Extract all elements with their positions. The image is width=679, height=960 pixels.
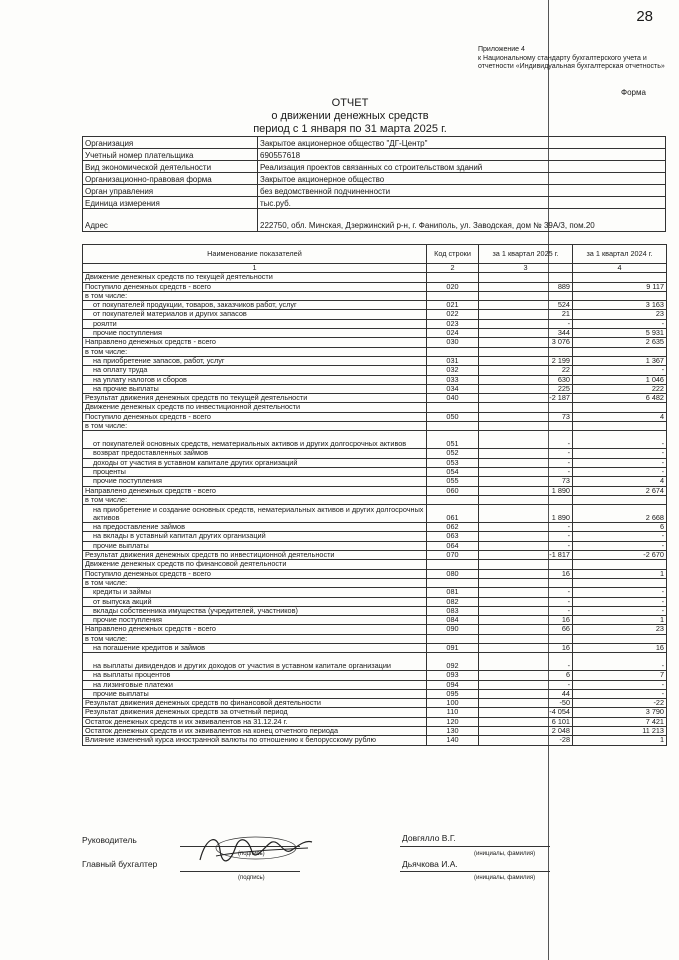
- row-name: от покупателей продукции, товаров, заказчиков работ, услуг: [83, 301, 427, 310]
- table-row: [83, 477, 667, 486]
- row-name: на оплату труда: [83, 366, 427, 375]
- row-code: 120: [427, 717, 479, 726]
- value-2025: 2 199: [479, 356, 573, 365]
- column-number-row: [83, 264, 667, 273]
- info-value: Закрытое акционерное общество: [258, 173, 666, 185]
- value-2025: 225: [479, 384, 573, 393]
- accountant-label: Главный бухгалтер: [82, 859, 158, 869]
- table-row: [83, 606, 667, 615]
- head-name: Довгялло В.Г.: [402, 833, 456, 843]
- row-name: прочие поступления: [83, 329, 427, 338]
- row-name: на прочие выплаты: [83, 384, 427, 393]
- value-2025: -: [479, 532, 573, 541]
- value-2024: 23: [573, 310, 667, 319]
- row-name: в том числе:: [83, 495, 427, 504]
- value-2024: 5 931: [573, 329, 667, 338]
- row-name: доходы от участия в уставном капитале других организаций: [83, 458, 427, 467]
- value-2025: 16: [479, 643, 573, 652]
- value-2025: 16: [479, 616, 573, 625]
- value-2025: 73: [479, 477, 573, 486]
- row-name: в том числе:: [83, 578, 427, 587]
- value-2024: [573, 422, 667, 431]
- row-code: 053: [427, 458, 479, 467]
- row-code: 024: [427, 329, 479, 338]
- row-name: Результат движения денежных средств по инвестиционной деятельности: [83, 551, 427, 560]
- table-row: [83, 541, 667, 550]
- value-2024: -: [573, 366, 667, 375]
- col-number: 4: [573, 264, 667, 273]
- row-code: 063: [427, 532, 479, 541]
- row-code: 080: [427, 569, 479, 578]
- col-number: 2: [427, 264, 479, 273]
- row-code: 055: [427, 477, 479, 486]
- value-2025: 3 076: [479, 338, 573, 347]
- row-code: 062: [427, 523, 479, 532]
- value-2025: 44: [479, 689, 573, 698]
- header-code: Код строки: [427, 245, 479, 264]
- value-2025: -2 187: [479, 394, 573, 403]
- row-code: 020: [427, 282, 479, 291]
- info-key: Единица измерения: [83, 197, 258, 209]
- row-code: [427, 560, 479, 569]
- row-code: 060: [427, 486, 479, 495]
- table-row: [83, 634, 667, 643]
- value-2024: -: [573, 532, 667, 541]
- row-name: на выплаты процентов: [83, 671, 427, 680]
- row-code: 061: [427, 505, 479, 523]
- table-row: [83, 736, 667, 745]
- value-2024: -: [573, 606, 667, 615]
- row-name: в том числе:: [83, 347, 427, 356]
- value-2025: [479, 560, 573, 569]
- value-2024: [573, 495, 667, 504]
- form-label: Форма: [621, 88, 646, 97]
- value-2025: 22: [479, 366, 573, 375]
- handwritten-signature: [196, 830, 316, 870]
- value-2024: 1: [573, 736, 667, 745]
- table-row: [83, 394, 667, 403]
- row-name: роялти: [83, 319, 427, 328]
- table-row: [83, 717, 667, 726]
- table-row: [83, 431, 667, 449]
- value-2025: 6: [479, 671, 573, 680]
- table-row: [83, 643, 667, 652]
- value-2024: 2 674: [573, 486, 667, 495]
- value-2025: -: [479, 523, 573, 532]
- value-2024: 1: [573, 569, 667, 578]
- row-code: 033: [427, 375, 479, 384]
- value-2024: [573, 634, 667, 643]
- table-row: [83, 495, 667, 504]
- value-2025: -: [479, 319, 573, 328]
- value-2025: -: [479, 449, 573, 458]
- value-2024: 9 117: [573, 282, 667, 291]
- value-2024: 4: [573, 477, 667, 486]
- value-2025: 6 101: [479, 717, 573, 726]
- value-2024: -: [573, 680, 667, 689]
- value-2025: -: [479, 458, 573, 467]
- value-2024: -: [573, 597, 667, 606]
- report-title: [200, 97, 500, 136]
- value-2024: -: [573, 431, 667, 449]
- table-row: [83, 347, 667, 356]
- info-key: Организационно-правовая форма: [83, 173, 258, 185]
- table-row: [83, 412, 667, 421]
- row-name: Влияние изменений курса иностранной валюты по отношению к белорусскому рублю: [83, 736, 427, 745]
- value-2024: -: [573, 449, 667, 458]
- value-2025: [479, 291, 573, 300]
- row-code: [427, 578, 479, 587]
- row-name: прочие выплаты: [83, 689, 427, 698]
- table-row: [83, 569, 667, 578]
- row-code: 021: [427, 301, 479, 310]
- row-name: от покупателей материалов и других запасов: [83, 310, 427, 319]
- row-code: 051: [427, 431, 479, 449]
- row-name: на погашение кредитов и займов: [83, 643, 427, 652]
- initials-hint: (инициалы, фамилия): [474, 851, 536, 857]
- row-name: Направлено денежных средств - всего: [83, 486, 427, 495]
- row-code: 094: [427, 680, 479, 689]
- table-row: [83, 375, 667, 384]
- value-2025: -: [479, 431, 573, 449]
- row-name: кредиты и займы: [83, 588, 427, 597]
- value-2025: [479, 495, 573, 504]
- row-code: 030: [427, 338, 479, 347]
- table-row: [83, 578, 667, 587]
- value-2025: -: [479, 597, 573, 606]
- value-2024: -: [573, 689, 667, 698]
- appendix-note: Приложение 4 к Национальному стандарту бухгалтерского учета и отчетности «Индивидуальная бухгалтерская отчетность»: [478, 46, 665, 70]
- row-name: прочие поступления: [83, 616, 427, 625]
- row-code: 084: [427, 616, 479, 625]
- table-row: [83, 467, 667, 476]
- table-header-row: [83, 245, 667, 264]
- value-2025: -: [479, 653, 573, 671]
- row-code: 081: [427, 588, 479, 597]
- info-row: [83, 161, 666, 173]
- row-name: вклады собственника имущества (учредителей, участников): [83, 606, 427, 615]
- table-row: [83, 671, 667, 680]
- table-row: [83, 505, 667, 523]
- signature-hint: (подпись): [238, 875, 265, 881]
- table-row: [83, 523, 667, 532]
- cash-flow-table: [82, 244, 667, 746]
- section-row: [83, 403, 667, 412]
- info-value: Закрытое акционерное общество "ДГ-Центр": [258, 137, 666, 149]
- row-name: Остаток денежных средств и их эквивалентов на 31.12.24 г.: [83, 717, 427, 726]
- info-value: без ведомственной подчиненности: [258, 185, 666, 197]
- value-2025: -: [479, 606, 573, 615]
- row-code: 040: [427, 394, 479, 403]
- table-row: [83, 597, 667, 606]
- signature-hint: (подпись): [238, 851, 265, 857]
- header-name: Наименование показателей: [83, 245, 427, 264]
- row-code: [427, 634, 479, 643]
- row-code: 095: [427, 689, 479, 698]
- table-row: [83, 338, 667, 347]
- table-row: [83, 319, 667, 328]
- table-row: [83, 551, 667, 560]
- value-2024: 2 635: [573, 338, 667, 347]
- value-2024: -: [573, 653, 667, 671]
- row-name: Движение денежных средств по финансовой деятельности: [83, 560, 427, 569]
- table-row: [83, 449, 667, 458]
- table-row: [83, 532, 667, 541]
- row-code: 064: [427, 541, 479, 550]
- value-2025: 1 890: [479, 505, 573, 523]
- row-name: Поступило денежных средств - всего: [83, 569, 427, 578]
- row-name: на приобретение запасов, работ, услуг: [83, 356, 427, 365]
- value-2024: 11 213: [573, 727, 667, 736]
- header-2024: за 1 квартал 2024 г.: [573, 245, 667, 264]
- value-2024: [573, 560, 667, 569]
- col-number: 1: [83, 264, 427, 273]
- value-2024: 1 046: [573, 375, 667, 384]
- table-row: [83, 625, 667, 634]
- table-row: [83, 291, 667, 300]
- value-2024: -: [573, 588, 667, 597]
- value-2025: 2 048: [479, 727, 573, 736]
- value-2024: -22: [573, 699, 667, 708]
- value-2024: 1: [573, 616, 667, 625]
- info-key: Организация: [83, 137, 258, 149]
- accountant-signature-line: [180, 871, 300, 872]
- row-code: 052: [427, 449, 479, 458]
- value-2025: 73: [479, 412, 573, 421]
- row-code: 100: [427, 699, 479, 708]
- value-2025: 344: [479, 329, 573, 338]
- value-2025: [479, 634, 573, 643]
- row-name: от покупателей основных средств, нематериальных активов и других долгосрочных активов: [83, 431, 427, 449]
- row-name: Остаток денежных средств и их эквивалентов на конец отчетного периода: [83, 727, 427, 736]
- accountant-name: Дьячкова И.А.: [402, 859, 458, 869]
- row-code: 070: [427, 551, 479, 560]
- row-name: Направлено денежных средств - всего: [83, 338, 427, 347]
- row-name: Поступило денежных средств - всего: [83, 412, 427, 421]
- row-name: Направлено денежных средств - всего: [83, 625, 427, 634]
- value-2025: [479, 273, 573, 282]
- value-2024: -: [573, 458, 667, 467]
- table-row: [83, 588, 667, 597]
- table-row: [83, 301, 667, 310]
- value-2024: -2 670: [573, 551, 667, 560]
- row-name: Результат движения денежных средств за отчетный период: [83, 708, 427, 717]
- table-row: [83, 727, 667, 736]
- value-2024: [573, 347, 667, 356]
- row-code: 054: [427, 467, 479, 476]
- row-name: Движение денежных средств по текущей деятельности: [83, 273, 427, 282]
- row-name: на вклады в уставный капитал других организаций: [83, 532, 427, 541]
- row-name: Результат движения денежных средств по текущей деятельности: [83, 394, 427, 403]
- info-key: Адрес: [83, 209, 258, 232]
- row-name: Поступило денежных средств - всего: [83, 282, 427, 291]
- value-2025: 630: [479, 375, 573, 384]
- value-2024: [573, 273, 667, 282]
- row-code: [427, 403, 479, 412]
- row-code: [427, 273, 479, 282]
- row-name: в том числе:: [83, 634, 427, 643]
- info-value: 690557618: [258, 149, 666, 161]
- row-name: на приобретение и создание основных средств, нематериальных активов и других долгосрочных активов: [83, 505, 427, 523]
- table-row: [83, 282, 667, 291]
- info-row: [83, 173, 666, 185]
- info-row: [83, 149, 666, 161]
- value-2024: [573, 578, 667, 587]
- value-2025: -4 054: [479, 708, 573, 717]
- row-name: Движение денежных средств по инвестиционной деятельности: [83, 403, 427, 412]
- row-code: [427, 347, 479, 356]
- row-code: 093: [427, 671, 479, 680]
- initials-hint: (инициалы, фамилия): [474, 875, 536, 881]
- table-row: [83, 356, 667, 365]
- row-code: 022: [427, 310, 479, 319]
- value-2024: 7: [573, 671, 667, 680]
- row-name: прочие выплаты: [83, 541, 427, 550]
- table-row: [83, 310, 667, 319]
- header-2025: за 1 квартал 2025 г.: [479, 245, 573, 264]
- value-2024: -: [573, 541, 667, 550]
- value-2024: 6: [573, 523, 667, 532]
- value-2025: [479, 403, 573, 412]
- table-row: [83, 653, 667, 671]
- value-2025: 16: [479, 569, 573, 578]
- row-name: проценты: [83, 467, 427, 476]
- table-row: [83, 329, 667, 338]
- value-2025: [479, 578, 573, 587]
- row-name: на лизинговые платежи: [83, 680, 427, 689]
- info-row: [83, 209, 666, 232]
- value-2025: -1 817: [479, 551, 573, 560]
- table-row: [83, 458, 667, 467]
- value-2024: 222: [573, 384, 667, 393]
- table-row: [83, 699, 667, 708]
- table-row: [83, 616, 667, 625]
- value-2024: [573, 403, 667, 412]
- row-code: 090: [427, 625, 479, 634]
- info-row: [83, 185, 666, 197]
- row-code: 082: [427, 597, 479, 606]
- value-2024: 3 163: [573, 301, 667, 310]
- info-key: Вид экономической деятельности: [83, 161, 258, 173]
- row-code: 091: [427, 643, 479, 652]
- table-row: [83, 486, 667, 495]
- value-2025: -28: [479, 736, 573, 745]
- value-2025: -: [479, 541, 573, 550]
- value-2025: 524: [479, 301, 573, 310]
- info-value: тыс.руб.: [258, 197, 666, 209]
- value-2025: 1 890: [479, 486, 573, 495]
- info-row: [83, 137, 666, 149]
- value-2024: 2 668: [573, 505, 667, 523]
- row-code: [427, 495, 479, 504]
- value-2025: -: [479, 680, 573, 689]
- title-line: ОТЧЕТ: [331, 97, 369, 109]
- row-code: 023: [427, 319, 479, 328]
- value-2024: 6 482: [573, 394, 667, 403]
- row-code: 050: [427, 412, 479, 421]
- value-2024: 3 790: [573, 708, 667, 717]
- value-2024: -: [573, 319, 667, 328]
- row-code: 083: [427, 606, 479, 615]
- info-key: Учетный номер плательщика: [83, 149, 258, 161]
- info-value: 222750, обл. Минская, Дзержинский р-н, г. Фаниполь, ул. Заводская, дом № 39А/3, пом.20: [258, 209, 666, 232]
- row-code: 130: [427, 727, 479, 736]
- row-name: на выплаты дивидендов и других доходов от участия в уставном капитале организации: [83, 653, 427, 671]
- value-2025: 21: [479, 310, 573, 319]
- row-code: 032: [427, 366, 479, 375]
- value-2024: -: [573, 467, 667, 476]
- row-name: прочие поступления: [83, 477, 427, 486]
- row-code: 092: [427, 653, 479, 671]
- value-2025: -: [479, 588, 573, 597]
- table-row: [83, 708, 667, 717]
- value-2025: 66: [479, 625, 573, 634]
- row-code: 140: [427, 736, 479, 745]
- row-name: возврат предоставленных займов: [83, 449, 427, 458]
- table-row: [83, 680, 667, 689]
- table-row: [83, 422, 667, 431]
- table-row: [83, 366, 667, 375]
- value-2024: 16: [573, 643, 667, 652]
- value-2025: -: [479, 467, 573, 476]
- accountant-name-line: [400, 871, 550, 872]
- title-line: период с 1 января по 31 марта 2025 г.: [253, 123, 447, 135]
- info-key: Орган управления: [83, 185, 258, 197]
- row-code: [427, 291, 479, 300]
- section-row: [83, 273, 667, 282]
- value-2025: 889: [479, 282, 573, 291]
- row-code: [427, 422, 479, 431]
- row-name: от выпуска акций: [83, 597, 427, 606]
- value-2024: 23: [573, 625, 667, 634]
- row-code: 031: [427, 356, 479, 365]
- row-name: в том числе:: [83, 422, 427, 431]
- row-name: на предоставление займов: [83, 523, 427, 532]
- title-line: о движении денежных средств: [271, 110, 429, 122]
- value-2025: [479, 347, 573, 356]
- section-row: [83, 560, 667, 569]
- table-row: [83, 689, 667, 698]
- row-name: Результат движения денежных средств по финансовой деятельности: [83, 699, 427, 708]
- organization-info-table: [82, 136, 666, 232]
- value-2024: [573, 291, 667, 300]
- info-value: Реализация проектов связанных со строительством зданий: [258, 161, 666, 173]
- page-number: 28: [636, 8, 653, 25]
- col-number: 3: [479, 264, 573, 273]
- value-2025: [479, 422, 573, 431]
- info-row: [83, 197, 666, 209]
- head-name-line: [400, 846, 550, 847]
- value-2025: -50: [479, 699, 573, 708]
- row-name: на уплату налогов и сборов: [83, 375, 427, 384]
- head-label: Руководитель: [82, 835, 137, 845]
- table-row: [83, 384, 667, 393]
- row-code: 110: [427, 708, 479, 717]
- value-2024: 7 421: [573, 717, 667, 726]
- value-2024: 1 367: [573, 356, 667, 365]
- value-2024: 4: [573, 412, 667, 421]
- row-name: в том числе:: [83, 291, 427, 300]
- row-code: 034: [427, 384, 479, 393]
